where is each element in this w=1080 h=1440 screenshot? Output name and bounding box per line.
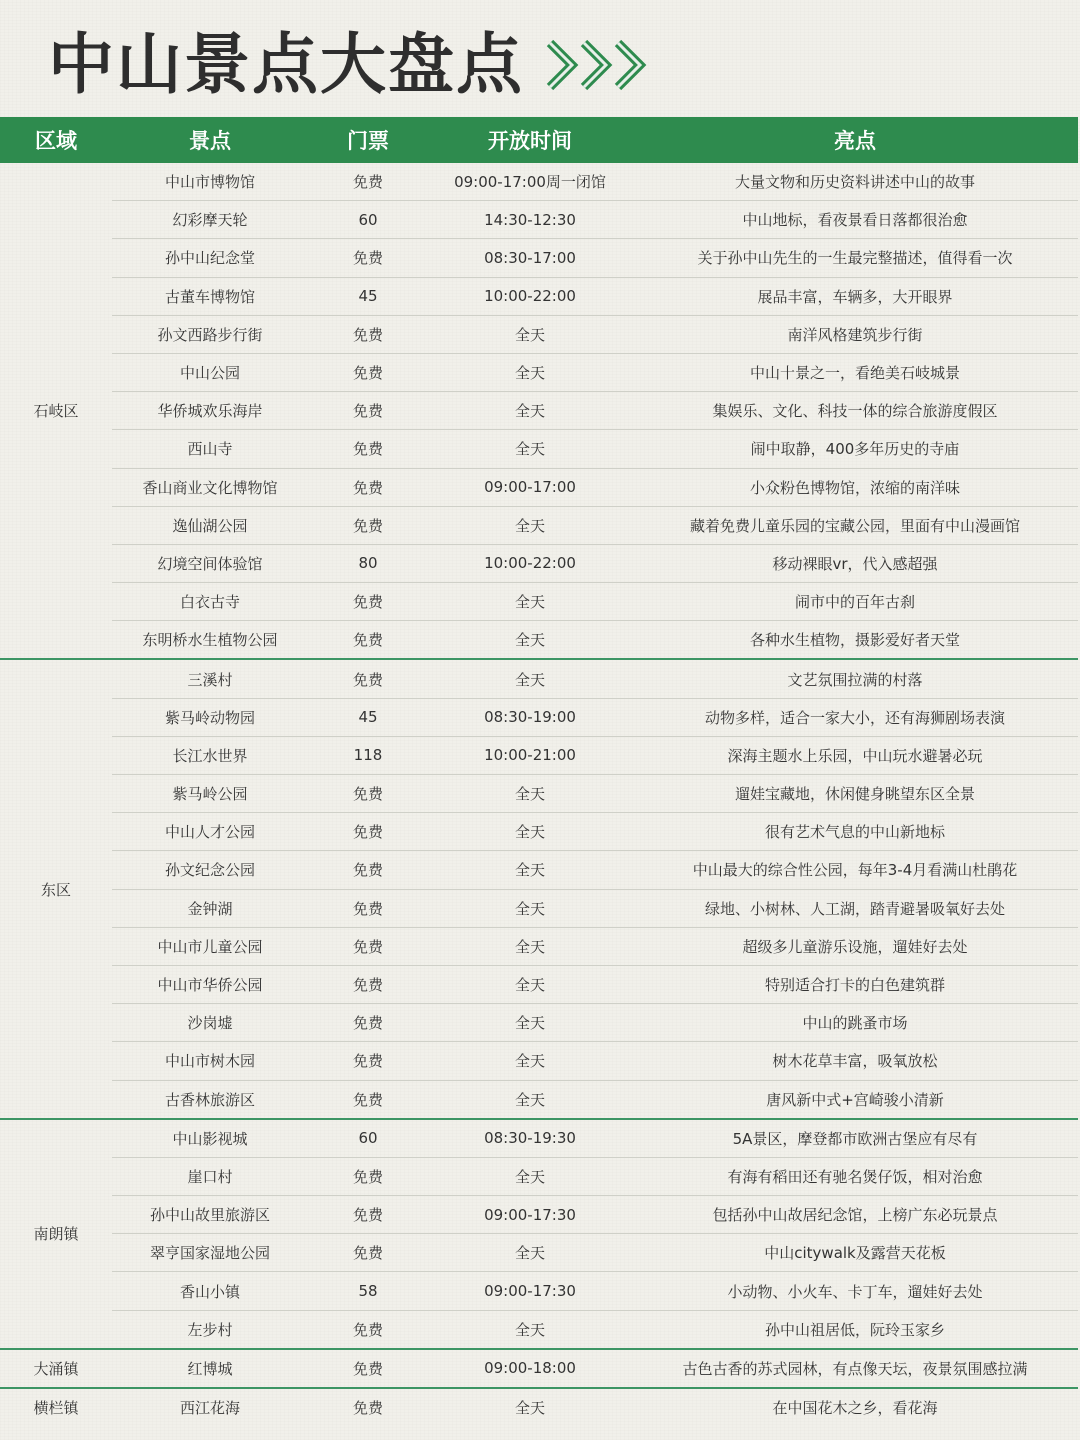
ticket-cell: 免费	[352, 631, 383, 650]
table-row	[112, 660, 1078, 698]
highlight-cell: 南洋风格建筑步行街	[787, 325, 923, 344]
table-row	[112, 813, 1078, 851]
highlight-cell: 移动裸眼vr，代入感超强	[772, 554, 938, 573]
table-row	[112, 201, 1078, 239]
hours-cell: 全天	[514, 1167, 545, 1186]
ticket-cell: 免费	[352, 249, 383, 268]
highlight-cell: 5A景区，摩登都市欧洲古堡应有尽有	[732, 1129, 978, 1148]
spot-cell: 白衣古寺	[179, 593, 240, 612]
table-row	[112, 1158, 1078, 1196]
ticket-cell: 免费	[352, 1052, 383, 1071]
highlight-cell: 绿地、小树林、人工湖，踏青避暑吸氧好去处	[704, 899, 1005, 918]
hours-cell: 全天	[514, 1014, 545, 1033]
highlight-cell: 闹市中的百年古刹	[794, 593, 915, 612]
table-row	[112, 851, 1078, 889]
hours-cell: 全天	[514, 364, 545, 383]
highlight-cell: 大量文物和历史资料讲述中山的故事	[734, 173, 975, 192]
hours-cell: 全天	[514, 516, 545, 535]
highlight-cell: 中山citywalk及露营天花板	[764, 1244, 946, 1263]
spot-cell: 中山影视城	[172, 1129, 248, 1148]
region-rows	[112, 1389, 1078, 1426]
hours-cell: 全天	[514, 325, 545, 344]
ticket-cell: 免费	[352, 861, 383, 880]
ticket-cell: 免费	[352, 1359, 383, 1378]
table-row	[112, 1081, 1078, 1118]
region-group	[0, 163, 1078, 660]
spot-cell: 中山市博物馆	[164, 173, 255, 192]
ticket-cell: 免费	[352, 478, 383, 497]
table-row	[112, 1120, 1078, 1158]
table-row	[112, 1042, 1078, 1080]
region-label: 大涌镇	[33, 1359, 79, 1378]
highlight-cell: 树木花草丰富，吸氧放松	[772, 1052, 938, 1071]
ticket-cell: 免费	[352, 1206, 383, 1225]
hours-cell: 全天	[514, 937, 545, 956]
ticket-cell: 免费	[352, 1320, 383, 1339]
table-row	[112, 1196, 1078, 1234]
table-row	[112, 966, 1078, 1004]
ticket-cell: 免费	[352, 670, 383, 689]
spot-cell: 长江水世界	[172, 746, 248, 765]
ticket-cell: 免费	[352, 823, 383, 842]
highlight-cell: 中山的跳蚤市场	[802, 1014, 908, 1033]
spot-cell: 紫马岭动物园	[164, 708, 255, 727]
spot-cell: 古香林旅游区	[164, 1090, 255, 1109]
hours-cell: 全天	[514, 440, 545, 459]
spot-cell: 孙中山纪念堂	[164, 249, 255, 268]
hours-cell: 全天	[514, 1399, 545, 1418]
ticket-cell: 免费	[352, 516, 383, 535]
spot-cell: 崖口村	[187, 1167, 233, 1186]
highlight-cell: 古色古香的苏式园林，有点像天坛，夜景氛围感拉满	[682, 1359, 1028, 1378]
highlight-cell: 唐风新中式+宫崎骏小清新	[766, 1090, 944, 1109]
table-row	[112, 1311, 1078, 1348]
highlight-cell: 有海有稻田还有驰名煲仔饭，相对治愈	[727, 1167, 983, 1186]
ticket-cell: 免费	[352, 1014, 383, 1033]
ticket-cell: 免费	[352, 937, 383, 956]
table-row	[112, 430, 1078, 468]
spot-cell: 中山公园	[179, 364, 240, 383]
spot-cell: 孙文西路步行街	[157, 325, 263, 344]
table-row	[112, 545, 1078, 583]
ticket-cell: 免费	[352, 173, 383, 192]
spot-cell: 幻彩摩天轮	[172, 211, 248, 230]
page-title: 中山景点大盘点	[48, 26, 524, 103]
spot-cell: 中山人才公园	[164, 823, 255, 842]
ticket-cell: 免费	[352, 976, 383, 995]
spot-cell: 沙岗墟	[187, 1014, 233, 1033]
highlight-cell: 特别适合打卡的白色建筑群	[764, 976, 945, 995]
highlight-cell: 动物多样，适合一家大小，还有海狮剧场表演	[704, 708, 1005, 727]
spot-cell: 金钟湖	[187, 899, 233, 918]
highlight-cell: 中山十景之一，看绝美石岐城景	[749, 364, 960, 383]
hours-cell: 全天	[514, 861, 545, 880]
ticket-cell: 免费	[352, 1399, 383, 1418]
hours-cell: 08:30-19:30	[484, 1129, 576, 1148]
table-row	[112, 1004, 1078, 1042]
hours-cell: 全天	[514, 402, 545, 421]
spot-cell: 逸仙湖公园	[172, 516, 248, 535]
region-rows	[112, 1350, 1078, 1387]
table-row	[112, 392, 1078, 430]
hours-cell: 09:00-17:30	[484, 1282, 576, 1301]
ticket-cell: 60	[358, 210, 378, 229]
table-row	[112, 737, 1078, 775]
spot-cell: 翠亨国家湿地公园	[149, 1244, 270, 1263]
header-ticket: 门票	[347, 129, 389, 153]
hours-cell: 14:30-12:30	[484, 210, 576, 229]
ticket-cell: 58	[358, 1282, 378, 1301]
table-row	[112, 1272, 1078, 1310]
ticket-cell: 免费	[352, 364, 383, 383]
spot-cell: 紫马岭公园	[172, 785, 248, 804]
table-row	[112, 278, 1078, 316]
region-label: 石岐区	[33, 402, 79, 421]
highlight-cell: 很有艺术气息的中山新地标	[764, 823, 945, 842]
table-row	[112, 1389, 1078, 1426]
highlight-cell: 中山最大的综合性公园，每年3-4月看满山杜鹃花	[692, 861, 1018, 880]
table-header	[0, 117, 1078, 163]
spot-cell: 西山寺	[187, 440, 233, 459]
table-row	[112, 1350, 1078, 1387]
hours-cell: 全天	[514, 976, 545, 995]
hours-cell: 09:00-18:00	[484, 1359, 576, 1378]
hours-cell: 09:00-17:00周一闭馆	[454, 173, 606, 192]
region-label: 东区	[40, 880, 71, 899]
highlight-cell: 各种水生植物，摄影爱好者天堂	[749, 631, 960, 650]
spot-cell: 左步村	[187, 1320, 233, 1339]
highlight-cell: 集娱乐、文化、科技一体的综合旅游度假区	[712, 402, 998, 421]
spot-cell: 孙文纪念公园	[164, 861, 255, 880]
hours-cell: 全天	[514, 1052, 545, 1071]
region-group	[0, 1120, 1078, 1350]
ticket-cell: 免费	[352, 402, 383, 421]
table-row	[112, 928, 1078, 966]
hours-cell: 08:30-17:00	[484, 248, 576, 267]
ticket-cell: 免费	[352, 1167, 383, 1186]
highlight-cell: 关于孙中山先生的一生最完整描述，值得看一次	[697, 249, 1013, 268]
region-rows	[112, 1120, 1078, 1348]
hours-cell: 全天	[514, 899, 545, 918]
ticket-cell: 免费	[352, 325, 383, 344]
spot-cell: 香山小镇	[179, 1282, 240, 1301]
highlight-cell: 闹中取静，400多年历史的寺庙	[750, 440, 960, 459]
highlight-cell: 中山地标，看夜景看日落都很治愈	[742, 211, 968, 230]
highlight-cell: 孙中山祖居低，阮玲玉家乡	[764, 1320, 945, 1339]
table-row	[112, 699, 1078, 737]
header-spot: 景点	[189, 129, 231, 153]
ticket-cell: 80	[358, 554, 378, 573]
table-row	[112, 469, 1078, 507]
ticket-cell: 118	[353, 746, 383, 765]
ticket-cell: 免费	[352, 440, 383, 459]
ticket-cell: 60	[358, 1129, 378, 1148]
highlight-cell: 藏着免费儿童乐园的宝藏公园，里面有中山漫画馆	[689, 516, 1020, 535]
highlight-cell: 深海主题水上乐园，中山玩水避暑必玩	[727, 746, 983, 765]
spot-cell: 华侨城欢乐海岸	[157, 402, 263, 421]
highlight-cell: 遛娃宝藏地，休闲健身眺望东区全景	[734, 785, 975, 804]
spot-cell: 红博城	[187, 1359, 233, 1378]
spot-cell: 中山市华侨公园	[157, 976, 263, 995]
table-row	[112, 583, 1078, 621]
table-row	[112, 1234, 1078, 1272]
table-body	[0, 163, 1078, 1426]
table-row	[112, 354, 1078, 392]
spot-cell: 幻境空间体验馆	[157, 554, 263, 573]
header-region: 区域	[35, 129, 77, 153]
ticket-cell: 免费	[352, 785, 383, 804]
table-row	[112, 775, 1078, 813]
ticket-cell: 免费	[352, 1090, 383, 1109]
region-group	[0, 1389, 1078, 1426]
ticket-cell: 免费	[352, 593, 383, 612]
ticket-cell: 45	[358, 708, 378, 727]
table-row	[112, 316, 1078, 354]
hours-cell: 10:00-22:00	[484, 287, 576, 306]
ticket-cell: 免费	[352, 1244, 383, 1263]
spot-cell: 古董车博物馆	[164, 287, 255, 306]
spot-cell: 孙中山故里旅游区	[149, 1206, 270, 1225]
hours-cell: 全天	[514, 670, 545, 689]
region-group	[0, 1350, 1078, 1389]
hours-cell: 09:00-17:00	[484, 478, 576, 497]
region-label: 南朗镇	[33, 1225, 79, 1244]
highlight-cell: 超级多儿童游乐设施，遛娃好去处	[742, 937, 968, 956]
table-row	[112, 890, 1078, 928]
hours-cell: 10:00-21:00	[484, 746, 576, 765]
highlight-cell: 在中国花木之乡，看花海	[772, 1399, 938, 1418]
highlight-cell: 展品丰富，车辆多，大开眼界	[757, 287, 953, 306]
title-bar	[48, 20, 656, 110]
hours-cell: 08:30-19:00	[484, 708, 576, 727]
header-hours: 开放时间	[488, 129, 572, 153]
attractions-table	[0, 117, 1078, 1426]
hours-cell: 09:00-17:30	[484, 1205, 576, 1224]
spot-cell: 三溪村	[187, 670, 233, 689]
spot-cell: 东明桥水生植物公园	[142, 631, 278, 650]
table-row	[112, 621, 1078, 658]
spot-cell: 中山市儿童公园	[157, 937, 263, 956]
highlight-cell: 包括孙中山故居纪念馆，上榜广东必玩景点	[712, 1206, 998, 1225]
spot-cell: 西江花海	[179, 1399, 240, 1418]
spot-cell: 中山市树木园	[164, 1052, 255, 1071]
ticket-cell: 免费	[352, 899, 383, 918]
hours-cell: 全天	[514, 1320, 545, 1339]
highlight-cell: 小动物、小火车、卡丁车，遛娃好去处	[727, 1282, 983, 1301]
spot-cell: 香山商业文化博物馆	[142, 478, 278, 497]
hours-cell: 10:00-22:00	[484, 554, 576, 573]
table-row	[112, 507, 1078, 545]
highlight-cell: 小众粉色博物馆，浓缩的南洋味	[749, 478, 960, 497]
hours-cell: 全天	[514, 1090, 545, 1109]
table-row	[112, 163, 1078, 201]
hours-cell: 全天	[514, 593, 545, 612]
triple-chevron-right-icon	[546, 35, 656, 95]
header-highlight: 亮点	[834, 129, 876, 153]
region-label: 横栏镇	[33, 1399, 79, 1418]
region-rows	[112, 660, 1078, 1117]
highlight-cell: 文艺氛围拉满的村落	[787, 670, 923, 689]
ticket-cell: 45	[358, 287, 378, 306]
hours-cell: 全天	[514, 1244, 545, 1263]
region-group	[0, 660, 1078, 1119]
table-row	[112, 239, 1078, 277]
hours-cell: 全天	[514, 631, 545, 650]
hours-cell: 全天	[514, 823, 545, 842]
hours-cell: 全天	[514, 785, 545, 804]
region-rows	[112, 163, 1078, 658]
